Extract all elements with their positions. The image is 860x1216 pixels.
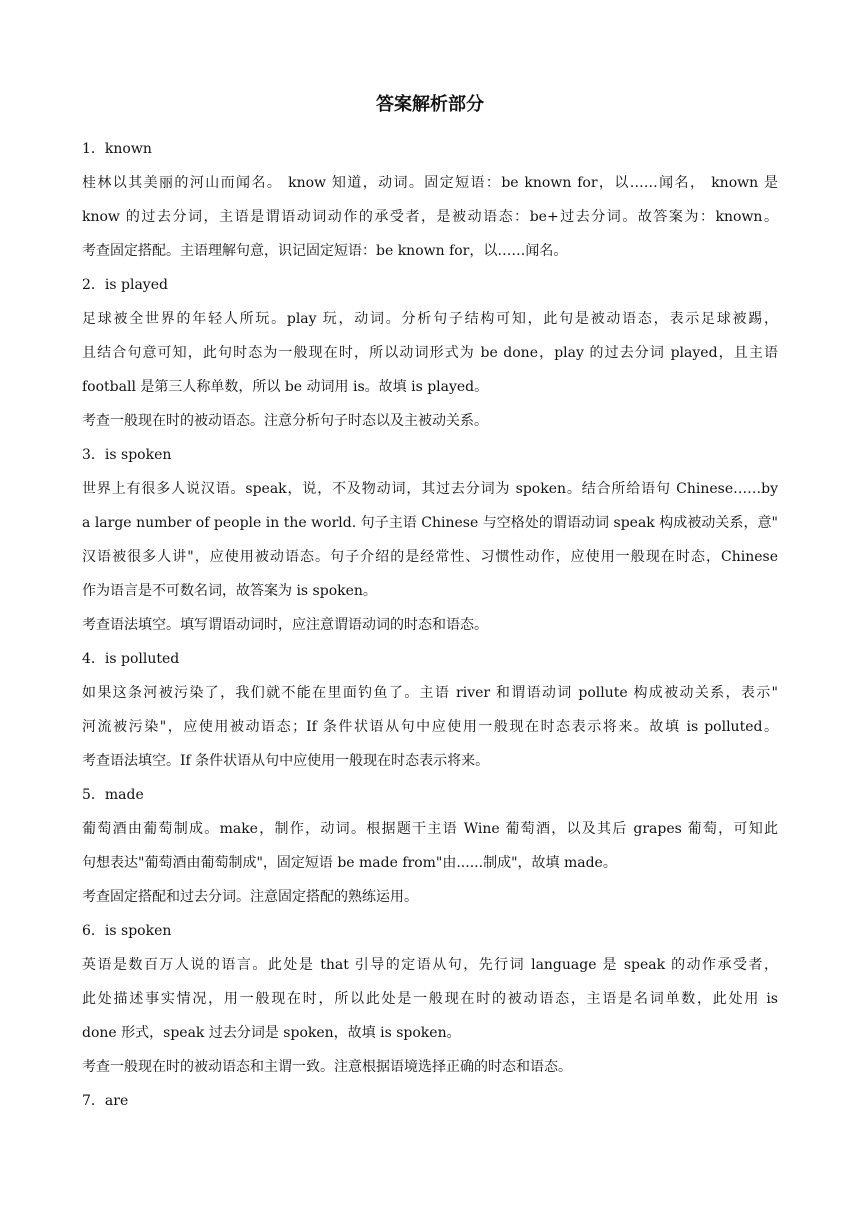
question-answer-heading: 3．is spoken	[82, 447, 172, 463]
explanation-line: 河流被污染"，应使用被动语态；If 条件状语从句中应使用一般现在时态表示将来。故填 is polluted。	[82, 719, 778, 735]
explanation-line: know 的过去分词，主语是谓语动词动作的承受者，是被动语态：be+过去分词。故答案为：known。	[82, 209, 778, 225]
question-answer-heading: 4．is polluted	[82, 651, 180, 667]
explanation-line: 此处描述事实情况，用一般现在时，所以此处是一般现在时的被动语态，主语是名词单数，此处用 is	[82, 991, 778, 1007]
explanation-line: 且结合句意可知，此句时态为一般现在时，所以动词形式为 be done，play 的过去分词 played，且主语	[82, 345, 778, 361]
explanation-line: football 是第三人称单数，所以 be 动词用 is。故填 is played。	[82, 379, 489, 395]
question-answer-heading: 5．made	[82, 787, 144, 803]
explanation-line: done 形式，speak 过去分词是 spoken，故填 is spoken。	[82, 1025, 461, 1041]
explanation-line: 桂林以其美丽的河山而闻名。 know 知道，动词。固定短语：be known for，以……闻名， known 是	[82, 175, 778, 191]
question-answer-heading: 6．is spoken	[82, 923, 172, 939]
explanation-line: 世界上有很多人说汉语。speak，说，不及物动词，其过去分词为 spoken。结合所给语句 Chinese……by	[82, 481, 778, 497]
question-answer-heading: 1．known	[82, 141, 152, 157]
explanation-line: 葡萄酒由葡萄制成。make，制作，动词。根据题干主语 Wine 葡萄酒，以及其后 grapes 葡萄，可知此	[82, 821, 778, 837]
question-answer-heading: 7．are	[82, 1093, 129, 1109]
explanation-line: 如果这条河被污染了，我们就不能在里面钓鱼了。主语 river 和谓语动词 pollute 构成被动关系，表示"	[82, 685, 778, 701]
explanation-line: 句想表达"葡萄酒由葡萄制成"，固定短语 be made from"由......制成"，故填 made。	[82, 855, 617, 871]
question-answer-heading: 2．is played	[82, 277, 168, 293]
explanation-line: 考查语法填空。If 条件状语从句中应使用一般现在时态表示将来。	[82, 753, 490, 769]
explanation-line: a large number of people in the world. 句子主语 Chinese 与空格处的谓语动词 speak 构成被动关系，意"	[82, 515, 778, 531]
explanation-line: 足球被全世界的年轻人所玩。play 玩，动词。分析句子结构可知，此句是被动语态，表示足球被踢，	[82, 311, 778, 327]
explanation-line: 英语是数百万人说的语言。此处是 that 引导的定语从句，先行词 language 是 speak 的动作承受者，	[82, 957, 778, 973]
explanation-line: 作为语言是不可数名词，故答案为 is spoken。	[82, 583, 377, 599]
explanation-line: 考查语法填空。填写谓语动词时，应注意谓语动词的时态和语态。	[82, 617, 488, 633]
answer-content	[82, 132, 778, 1118]
explanation-line: 汉语被很多人讲"，应使用被动语态。句子介绍的是经常性、习惯性动作，应使用一般现在时态，Chinese	[82, 549, 778, 565]
page-title: 答案解析部分	[376, 94, 484, 115]
explanation-line: 考查固定搭配和过去分词。注意固定搭配的熟练运用。	[82, 889, 418, 905]
explanation-line: 考查一般现在时的被动语态和主谓一致。注意根据语境选择正确的时态和语态。	[82, 1059, 572, 1075]
explanation-line: 考查固定搭配。主语理解句意，识记固定短语：be known for，以……闻名。	[82, 243, 568, 259]
explanation-line: 考查一般现在时的被动语态。注意分析句子时态以及主被动关系。	[82, 413, 488, 429]
